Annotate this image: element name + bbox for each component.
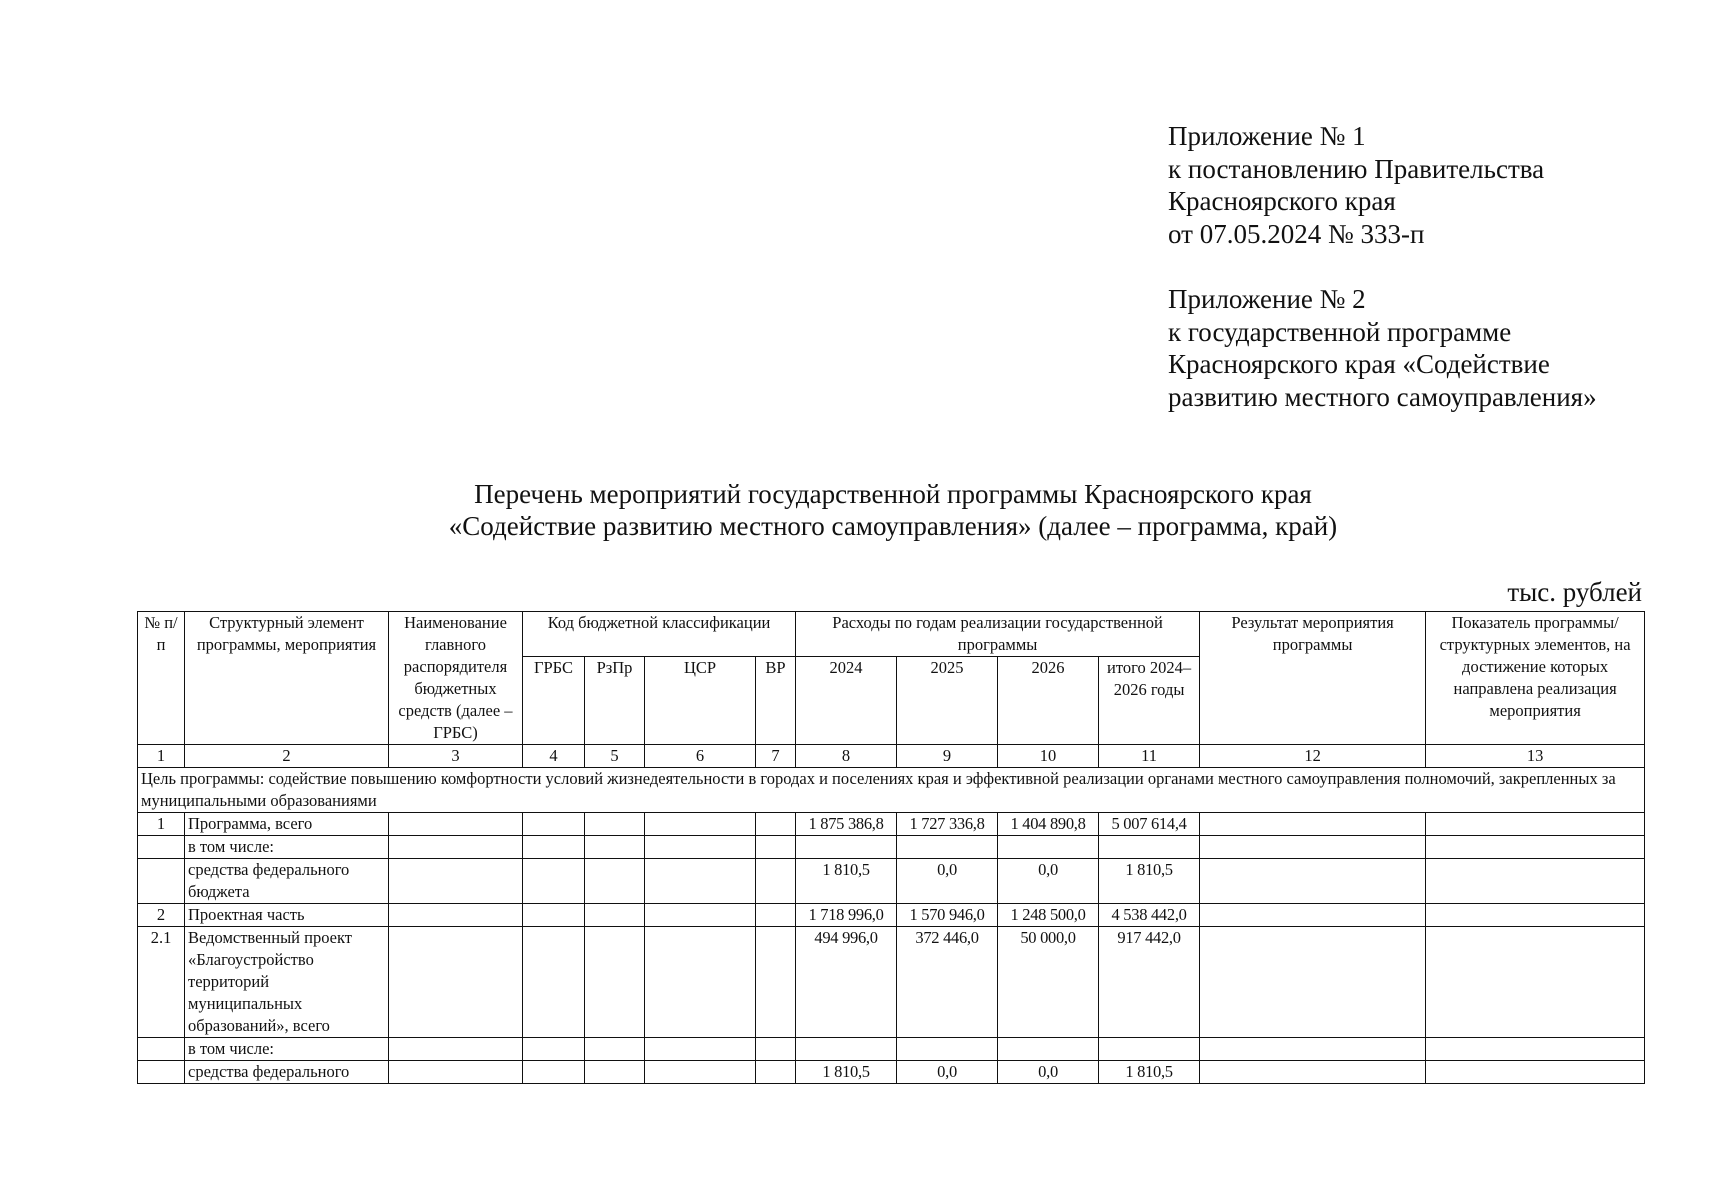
row-csr: [645, 904, 756, 927]
row-result: [1200, 813, 1426, 836]
row-total: 917 442,0: [1099, 927, 1200, 1038]
row-indicator: [1426, 1061, 1645, 1084]
row-2024: 1 718 996,0: [796, 904, 897, 927]
header-vr: ВР: [756, 657, 796, 745]
row-indicator: [1426, 859, 1645, 904]
row-name: средства федерального: [185, 1061, 389, 1084]
row-2024: 1 875 386,8: [796, 813, 897, 836]
column-number: 4: [523, 745, 585, 768]
row-rzpr: [585, 836, 645, 859]
appendix-1-line: от 07.05.2024 № 333-п: [1168, 218, 1425, 249]
row-2026: 1 248 500,0: [998, 904, 1099, 927]
table-row: [138, 813, 1645, 836]
row-indicator: [1426, 813, 1645, 836]
row-grbs-name: [389, 859, 523, 904]
column-number: 11: [1099, 745, 1200, 768]
column-number: 8: [796, 745, 897, 768]
row-grbs-name: [389, 1038, 523, 1061]
row-vr: [756, 927, 796, 1038]
row-result: [1200, 904, 1426, 927]
row-grbs: [523, 859, 585, 904]
table-row: [138, 904, 1645, 927]
row-2026: 0,0: [998, 859, 1099, 904]
row-grbs-name: [389, 836, 523, 859]
row-total: [1099, 836, 1200, 859]
row-vr: [756, 1061, 796, 1084]
table-row: [138, 1061, 1645, 1084]
units-label: тыс. рублей: [1507, 577, 1642, 607]
header-expenses: Расходы по годам реализации государственной программы: [796, 612, 1200, 657]
appendix-2-line: развитию местного самоуправления»: [1168, 381, 1597, 412]
row-number: 1: [138, 813, 185, 836]
header-grbs: ГРБС: [523, 657, 585, 745]
header-year-2025: 2025: [897, 657, 998, 745]
row-2025: [897, 836, 998, 859]
table-row: [138, 1038, 1645, 1061]
column-number-row: [138, 745, 1645, 768]
row-total: 1 810,5: [1099, 1061, 1200, 1084]
column-number: 5: [585, 745, 645, 768]
row-2024: [796, 836, 897, 859]
row-rzpr: [585, 859, 645, 904]
column-number: 13: [1426, 745, 1645, 768]
column-number: 7: [756, 745, 796, 768]
row-number: 2.1: [138, 927, 185, 1038]
row-name: Проектная часть: [185, 904, 389, 927]
row-vr: [756, 1038, 796, 1061]
appendix-1-note: [1168, 120, 1688, 250]
row-indicator: [1426, 927, 1645, 1038]
column-number: 6: [645, 745, 756, 768]
row-csr: [645, 1061, 756, 1084]
row-grbs: [523, 927, 585, 1038]
row-2026: 0,0: [998, 1061, 1099, 1084]
row-indicator: [1426, 904, 1645, 927]
row-2024: 494 996,0: [796, 927, 897, 1038]
row-grbs-name: [389, 1061, 523, 1084]
row-rzpr: [585, 1061, 645, 1084]
row-result: [1200, 836, 1426, 859]
row-name: средства федерального бюджета: [185, 859, 389, 904]
row-result: [1200, 1038, 1426, 1061]
row-2026: 50 000,0: [998, 927, 1099, 1038]
row-grbs-name: [389, 813, 523, 836]
row-grbs: [523, 1061, 585, 1084]
row-grbs: [523, 836, 585, 859]
row-rzpr: [585, 1038, 645, 1061]
header-number: № п/п: [138, 612, 185, 745]
header-budget-code: Код бюджетной классификации: [523, 612, 796, 657]
row-csr: [645, 836, 756, 859]
program-goal: Цель программы: содействие повышению комфортности условий жизнедеятельности в городах и поселениях края и эффективной реализации органами местного самоуправления полномочий, закрепленных за муниципальными образованиями: [138, 768, 1645, 813]
row-total: 5 007 614,4: [1099, 813, 1200, 836]
table-row: [138, 927, 1645, 1038]
row-rzpr: [585, 813, 645, 836]
row-name: Программа, всего: [185, 813, 389, 836]
goal-row: [138, 768, 1645, 813]
row-indicator: [1426, 836, 1645, 859]
row-2025: 0,0: [897, 859, 998, 904]
row-grbs-name: [389, 904, 523, 927]
appendix-2-line: Красноярского края «Содействие: [1168, 349, 1550, 379]
row-number: [138, 1061, 185, 1084]
row-result: [1200, 927, 1426, 1038]
column-number: 10: [998, 745, 1099, 768]
appendix-2-note: [1168, 283, 1688, 413]
row-vr: [756, 859, 796, 904]
row-grbs: [523, 813, 585, 836]
row-vr: [756, 904, 796, 927]
row-2025: [897, 1038, 998, 1061]
row-2025: 1 570 946,0: [897, 904, 998, 927]
header-total: итого 2024–2026 годы: [1099, 657, 1200, 745]
header-year-2026: 2026: [998, 657, 1099, 745]
row-2024: [796, 1038, 897, 1061]
row-2024: 1 810,5: [796, 859, 897, 904]
row-rzpr: [585, 904, 645, 927]
row-total: 1 810,5: [1099, 859, 1200, 904]
row-indicator: [1426, 1038, 1645, 1061]
appendix-2-line: Приложение № 2: [1168, 284, 1366, 314]
row-csr: [645, 859, 756, 904]
column-number: 2: [185, 745, 389, 768]
row-rzpr: [585, 927, 645, 1038]
appendix-1-line: Приложение № 1: [1168, 121, 1366, 151]
column-number: 1: [138, 745, 185, 768]
row-number: [138, 836, 185, 859]
column-number: 12: [1200, 745, 1426, 768]
row-name: в том числе:: [185, 836, 389, 859]
column-number: 3: [389, 745, 523, 768]
row-2025: 1 727 336,8: [897, 813, 998, 836]
row-csr: [645, 813, 756, 836]
appendix-2-line: к государственной программе: [1168, 316, 1512, 347]
row-grbs: [523, 1038, 585, 1061]
header-result: Результат мероприятия программы: [1200, 612, 1426, 745]
document-title-line: Перечень мероприятий государственной программы Красноярского края: [474, 479, 1312, 509]
appendix-1-line: Красноярского края: [1168, 186, 1396, 216]
header-year-2024: 2024: [796, 657, 897, 745]
row-csr: [645, 1038, 756, 1061]
row-vr: [756, 836, 796, 859]
row-2025: 0,0: [897, 1061, 998, 1084]
table-row: [138, 859, 1645, 904]
row-number: [138, 1038, 185, 1061]
document-title-line: «Содействие развитию местного самоуправления» (далее – программа, край): [448, 511, 1338, 541]
column-number: 9: [897, 745, 998, 768]
measures-table: [137, 611, 1645, 1084]
row-name: Ведомственный проект «Благоустройство территорий муниципальных образований», всего: [185, 927, 389, 1038]
row-total: 4 538 442,0: [1099, 904, 1200, 927]
row-name: в том числе:: [185, 1038, 389, 1061]
row-vr: [756, 813, 796, 836]
row-result: [1200, 859, 1426, 904]
row-2024: 1 810,5: [796, 1061, 897, 1084]
header-grbs-name: Наименование главного распорядителя бюджетных средств (далее – ГРБС): [389, 612, 523, 745]
row-result: [1200, 1061, 1426, 1084]
document-title: [0, 478, 1716, 542]
row-total: [1099, 1038, 1200, 1061]
row-grbs: [523, 904, 585, 927]
row-grbs-name: [389, 927, 523, 1038]
row-number: [138, 859, 185, 904]
row-2026: 1 404 890,8: [998, 813, 1099, 836]
row-number: 2: [138, 904, 185, 927]
header-structural-element: Структурный элемент программы, мероприятия: [185, 612, 389, 745]
appendix-1-line: к постановлению Правительства: [1168, 153, 1545, 184]
row-2026: [998, 1038, 1099, 1061]
row-2026: [998, 836, 1099, 859]
row-csr: [645, 927, 756, 1038]
row-2025: 372 446,0: [897, 927, 998, 1038]
header-indicator: Показатель программы/ структурных элементов, на достижение которых направлена реализация мероприятия: [1426, 612, 1645, 745]
header-rzpr: РзПр: [585, 657, 645, 745]
header-csr: ЦСР: [645, 657, 756, 745]
table-row: [138, 836, 1645, 859]
